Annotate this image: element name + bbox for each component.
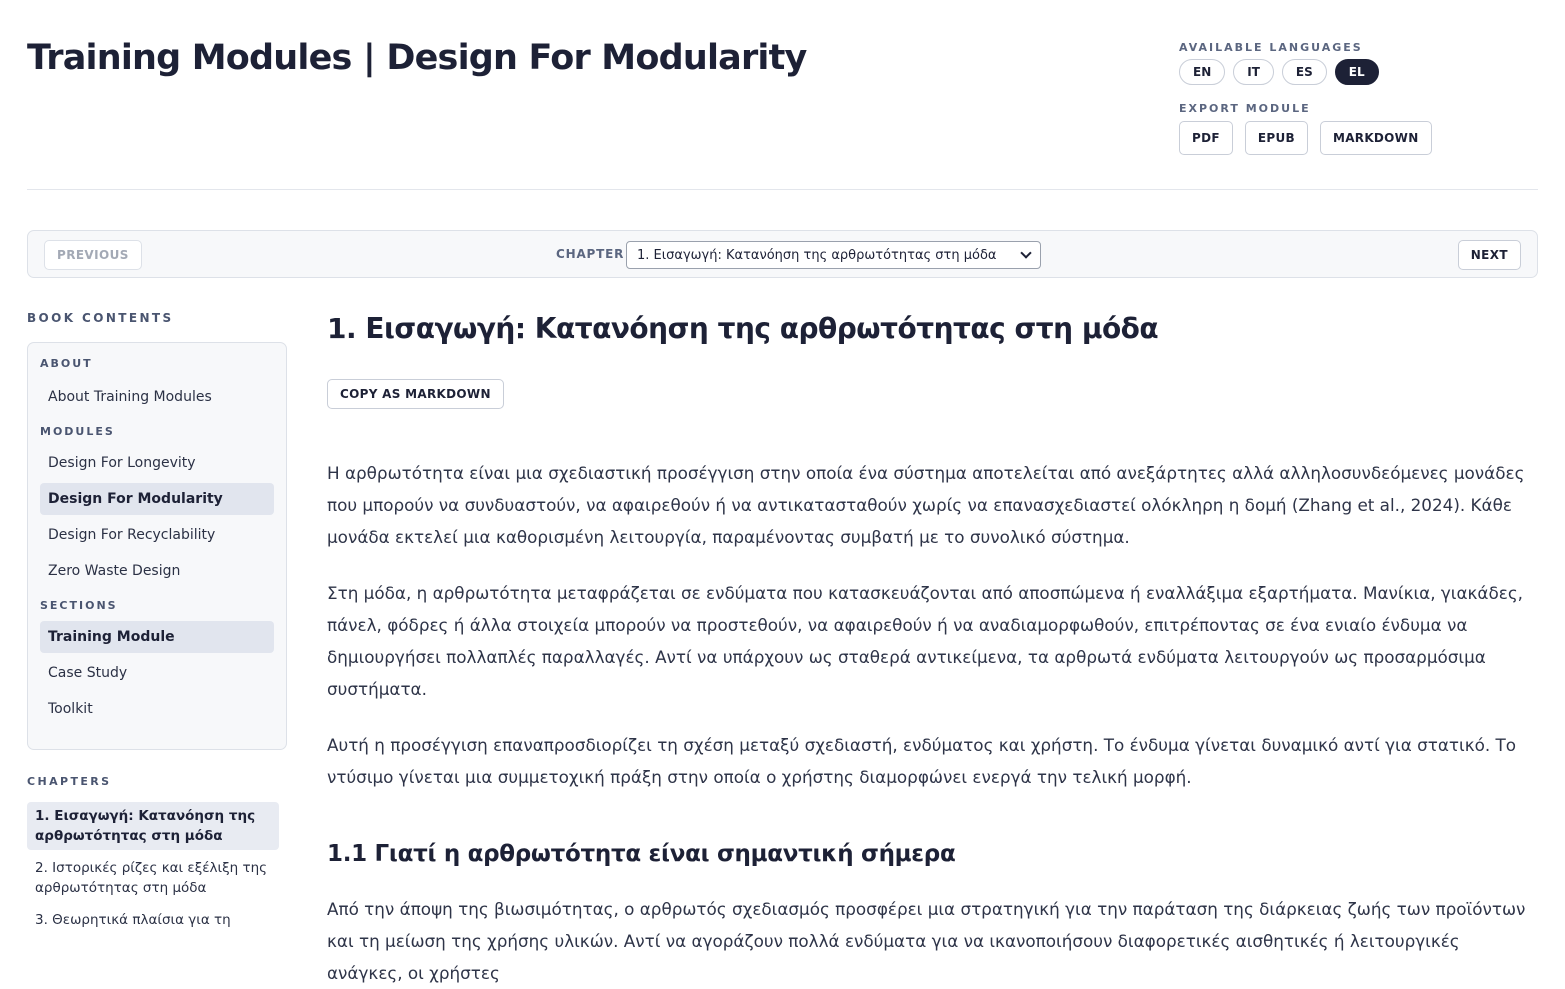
toc-item-training-module[interactable]: Training Module: [40, 621, 274, 653]
language-en-button[interactable]: EN: [1179, 59, 1225, 85]
copy-as-markdown-button[interactable]: COPY AS MARKDOWN: [327, 379, 504, 409]
toc-group-about: ABOUT: [40, 357, 93, 370]
book-contents-panel: [27, 342, 287, 750]
export-module-label: EXPORT MODULE: [1179, 102, 1311, 115]
section-title: 1.1 Γιατί η αρθρωτότητα είναι σημαντική σήμερα: [327, 841, 956, 867]
header-divider: [27, 189, 1538, 190]
language-el-button[interactable]: EL: [1335, 59, 1379, 85]
chevron-down-icon: [1020, 247, 1031, 258]
chapter-list: [27, 802, 279, 938]
toc-group-modules: MODULES: [40, 425, 115, 438]
toc-item-design-for-recyclability[interactable]: Design For Recyclability: [48, 527, 216, 543]
page-title: Training Modules | Design For Modularity: [27, 38, 807, 78]
chapter-select-value: 1. Εισαγωγή: Κατανόηση της αρθρωτότητας στη μόδα: [637, 247, 997, 263]
toc-group-sections: SECTIONS: [40, 599, 118, 612]
chapter-item-3[interactable]: 3. Θεωρητικά πλαίσια για τη: [35, 912, 231, 928]
language-switcher: [1179, 59, 1432, 85]
toc-item-design-for-modularity[interactable]: Design For Modularity: [40, 483, 274, 515]
toc-item-design-for-longevity[interactable]: Design For Longevity: [48, 455, 196, 471]
paragraph: Η αρθρωτότητα είναι μια σχεδιαστική προσέγγιση στην οποία ένα σύστημα αποτελείται από ανεξάρτητες αλλά αλληλοσυνδεόμενες μονάδες που μπορούν να συνδυαστούν, να αφαιρεθούν ή να αντικατασταθούν χωρίς να επανασχεδιαστεί ολόκληρη η δομή (Zhang et al., 2024). Κάθε μονάδα εκτελεί μια καθορισμένη λειτουργία, παραμένοντας συμβατή με το συνολικό σύστημα.: [327, 463, 1525, 547]
paragraph: Από την άποψη της βιωσιμότητας, ο αρθρωτός σχεδιασμός προσφέρει μια στρατηγική για την παράταση της διάρκειας ζωής των προϊόντων και τη μείωση της χρήσης υλικών. Αντί να αγοράζουν πολλά ενδύματα για να ικανοποιήσουν διαφορετικές αισθητικές ή λειτουργικές ανάγκες, οι χρήστες: [327, 899, 1526, 983]
paragraph: Αυτή η προσέγγιση επαναπροσδιορίζει τη σχέση μεταξύ σχεδιαστή, ενδύματος και χρήστη. Το ένδυμα γίνεται δυναμικό αντί για στατικό. Το ντύσιμο γίνεται μια συμμετοχική πράξη στην οποία ο χρήστης διαμορφώνει ενεργά την τελική μορφή.: [327, 735, 1517, 787]
next-button[interactable]: NEXT: [1458, 240, 1521, 270]
language-es-button[interactable]: ES: [1282, 59, 1327, 85]
previous-button[interactable]: PREVIOUS: [44, 240, 142, 270]
chapter-select[interactable]: [626, 241, 1041, 269]
chapter-navigation: [27, 230, 1538, 278]
toc-item-zero-waste-design[interactable]: Zero Waste Design: [48, 563, 181, 579]
book-contents-heading: BOOK CONTENTS: [27, 311, 174, 325]
chapter-label: CHAPTER: [556, 247, 625, 261]
chapter-item-2[interactable]: 2. Ιστορικές ρίζες και εξέλιξη της αρθρωτότητας στη μόδα: [35, 860, 268, 896]
export-markdown-button[interactable]: MARKDOWN: [1320, 121, 1432, 155]
chapter-item-1[interactable]: 1. Εισαγωγή: Κατανόηση της αρθρωτότητας στη μόδα: [27, 802, 279, 850]
available-languages-label: AVAILABLE LANGUAGES: [1179, 41, 1363, 54]
language-it-button[interactable]: IT: [1233, 59, 1274, 85]
paragraph: Στη μόδα, η αρθρωτότητα μεταφράζεται σε ενδύματα που κατασκευάζονται από αποσπώμενα ή εναλλάξιμα εξαρτήματα. Μανίκια, γιακάδες, πάνελ, φόδρες ή άλλα στοιχεία μπορούν να προστεθούν, να αφαιρεθούν ή να αναδιαμορφωθούν, επιτρέποντας σε ένα ενιαίο ένδυμα να δημιουργήσει πολλαπλές παραλλαγές. Αντί να υπάρχουν ως σταθερά αντικείμενα, τα αρθρωτά ενδύματα λειτουργούν ως προσαρμόσιμα συστήματα.: [327, 583, 1524, 699]
header-controls: [1179, 41, 1432, 155]
toc-item-case-study[interactable]: Case Study: [48, 665, 128, 681]
export-epub-button[interactable]: EPUB: [1245, 121, 1308, 155]
export-options: [1179, 121, 1432, 155]
main-content: [327, 312, 1527, 989]
chapter-title: 1. Εισαγωγή: Κατανόηση της αρθρωτότητας στη μόδα: [327, 312, 1159, 345]
export-pdf-button[interactable]: PDF: [1179, 121, 1233, 155]
toc-item-about-training-modules[interactable]: About Training Modules: [48, 389, 212, 405]
chapters-heading: CHAPTERS: [27, 775, 112, 788]
toc-item-toolkit[interactable]: Toolkit: [48, 701, 93, 717]
